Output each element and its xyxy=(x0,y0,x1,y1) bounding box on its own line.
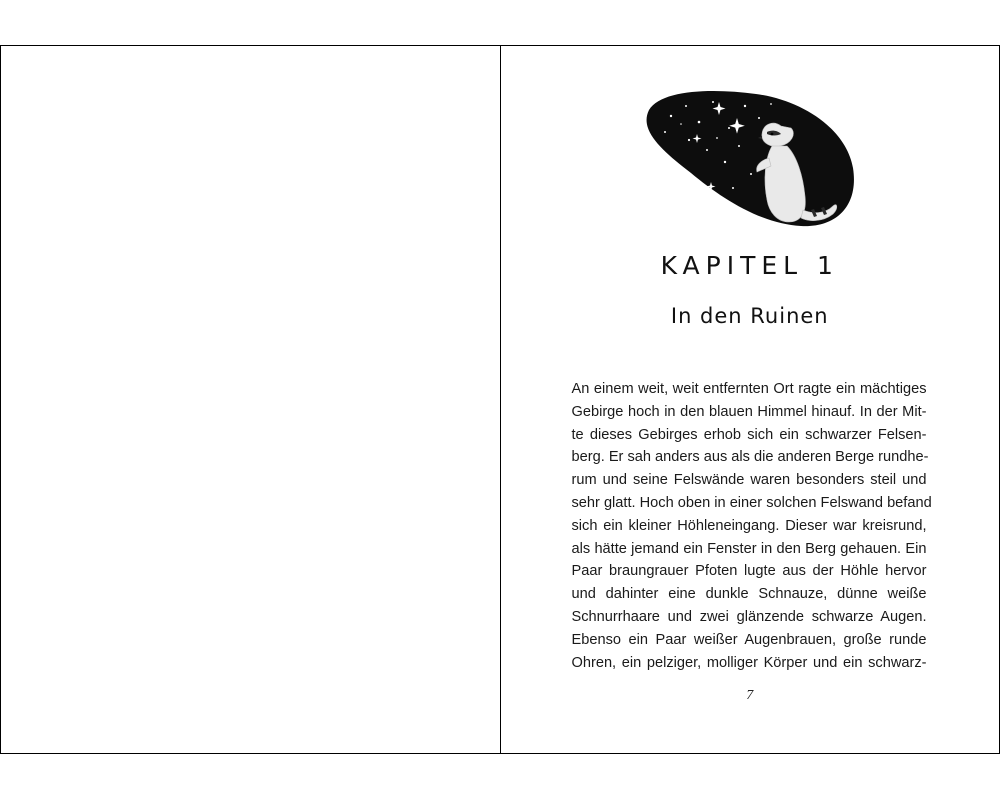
body-line: rum und seine Felswände waren besonders steil und xyxy=(571,472,927,489)
left-page xyxy=(1,46,501,753)
body-line: An einem weit, weit entfernten Ort ragte ein mächtiges xyxy=(571,381,927,397)
body-line: Ohren, ein pelziger, molliger Körper und ein schwarz- xyxy=(571,654,927,671)
body-line: und dahinter eine dunkle Schnauze, dünne weiße xyxy=(571,586,927,603)
body-line: sich ein kleiner Höhleneingang. Dieser war kreisrund, xyxy=(571,517,927,534)
chapter-body-text xyxy=(571,378,932,674)
chapter-number: KAPITEL 1 xyxy=(660,251,839,280)
body-line: te dieses Gebirges erhob sich ein schwarzer Felsen- xyxy=(571,426,927,443)
body-line: sehr glatt. Hoch oben in einer solchen Felswand befand xyxy=(571,494,932,511)
body-line: berg. Er sah anders aus als die anderen Berge rundhe- xyxy=(571,449,929,466)
book-spread xyxy=(0,45,1000,754)
raccoon-starry-sky-illustration xyxy=(641,88,861,233)
body-line: als hätte jemand ein Fenster in den Berg gehauen. Ein xyxy=(571,540,927,557)
right-page xyxy=(501,46,1000,753)
page-number: 7 xyxy=(746,688,754,703)
body-line: Gebirge hoch in den blauen Himmel hinauf. In der Mit- xyxy=(571,403,927,420)
body-line: Paar braungrauer Pfoten lugte aus der Höhle hervor xyxy=(571,563,927,580)
body-line: Schnurrhaare und zwei glänzende schwarze Augen. xyxy=(571,608,927,625)
body-line: Ebenso ein Paar weißer Augenbrauen, große runde xyxy=(571,631,927,648)
chapter-title: In den Ruinen xyxy=(670,304,829,328)
